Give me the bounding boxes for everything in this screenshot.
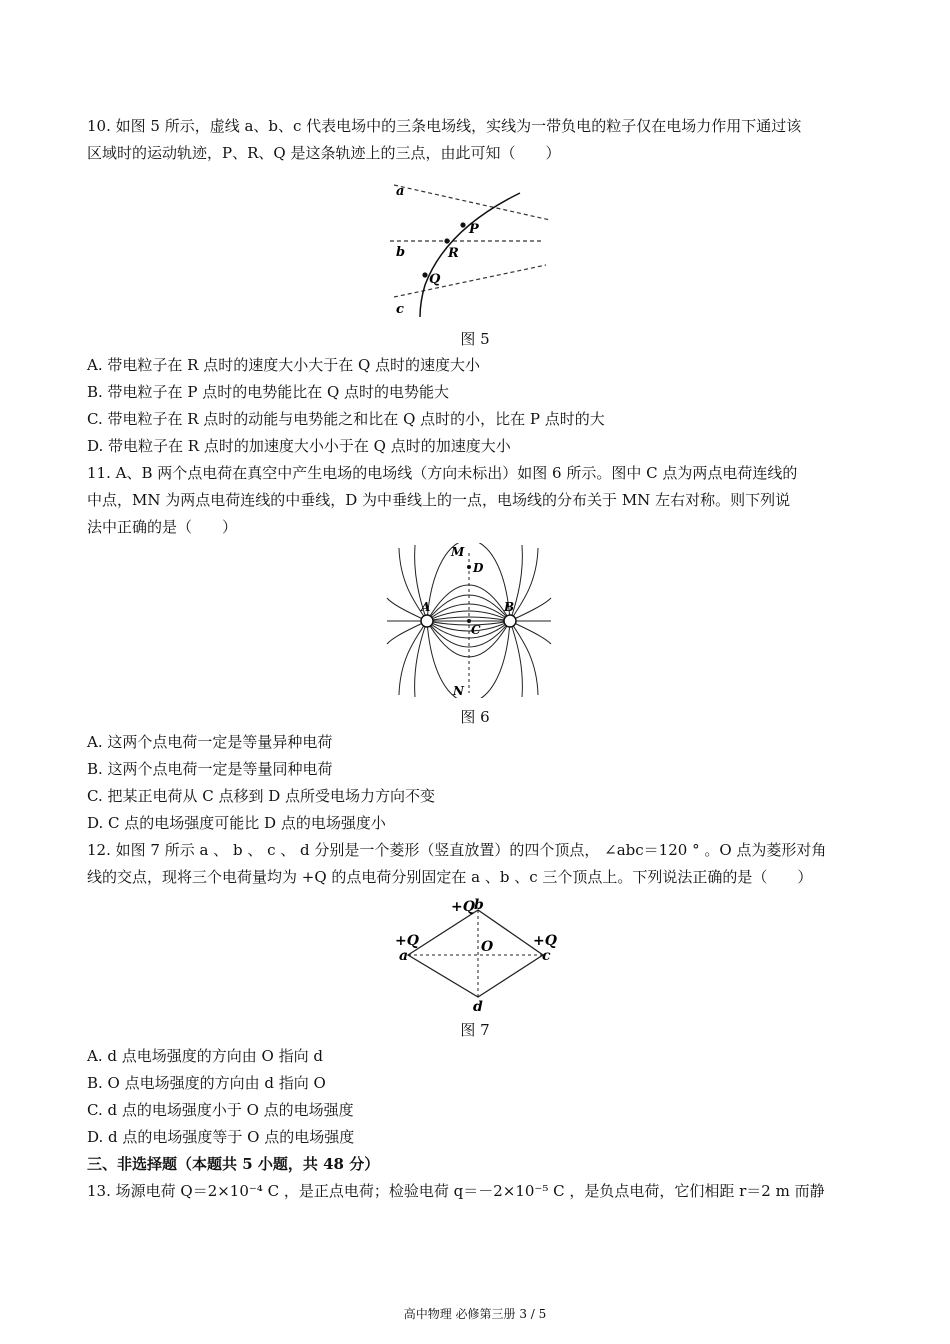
label-A: A <box>421 600 431 614</box>
figure-6 <box>385 543 555 698</box>
q11-stem-line1: 11. A、B 两个点电荷在真空中产生电场的电场线（方向未标出）如图 6 所示。图中 C 点为两点电荷连线的 <box>87 464 798 482</box>
label-O: O <box>481 939 494 955</box>
label-d: d <box>473 999 483 1015</box>
q10-option-d: D. 带电粒子在 R 点时的加速度大小小于在 Q 点时的加速度大小 <box>87 437 511 455</box>
page-footer: 高中物理 必修第三册 3 / 5 <box>403 1307 547 1321</box>
label-P: P <box>469 222 479 237</box>
point-R <box>444 238 449 243</box>
figure-5-caption: 图 5 <box>460 330 490 348</box>
q13-stem-line1: 13. 场源电荷 Q＝2×10⁻⁴ C ，是正点电荷；检验电荷 q＝－2×10⁻⁵ C ，是负点电荷，它们相距 r＝2 m 而静 <box>87 1182 825 1200</box>
rhombus <box>408 910 543 997</box>
figure-6-caption: 图 6 <box>460 708 490 726</box>
q12-stem-line1: 12. 如图 7 所示 a 、 b 、 c 、 d 分别是一个菱形（竖直放置）的四个顶点， ∠abc＝120 ° 。O 点为菱形对角 <box>87 841 827 859</box>
charge-A <box>421 615 433 627</box>
q10-stem-line1: 10. 如图 5 所示，虚线 a、b、c 代表电场中的三条电场线，实线为一带负电的粒子仅在电场力作用下通过该 <box>87 117 802 135</box>
label-charge-a: +Q <box>395 933 419 949</box>
charge-B <box>504 615 516 627</box>
q11-stem-line2: 中点，MN 为两点电荷连线的中垂线，D 为中垂线上的一点，电场线的分布关于 MN 左右对称。则下列说 <box>87 491 791 509</box>
label-a: a <box>396 184 405 199</box>
label-B: B <box>504 600 515 614</box>
field-line-a <box>394 185 550 220</box>
q11-option-d: D. C 点的电场强度可能比 D 点的电场强度小 <box>87 814 386 832</box>
q12-option-b: B. O 点电场强度的方向由 d 指向 O <box>87 1074 326 1092</box>
label-N: N <box>453 684 464 698</box>
label-c: c <box>396 302 404 317</box>
label-C: C <box>471 623 481 637</box>
point-D <box>467 565 471 569</box>
q10-option-b: B. 带电粒子在 P 点时的电势能比在 Q 点时的电势能大 <box>87 383 450 401</box>
label-charge-b: +Q <box>451 899 475 915</box>
trajectory <box>420 193 520 317</box>
label-D: D <box>473 561 484 575</box>
label-R: R <box>448 246 459 261</box>
label-b: b <box>474 897 484 913</box>
q10-option-a: A. 带电粒子在 R 点时的速度大小大于在 Q 点时的速度大小 <box>87 356 481 374</box>
figure-7-caption: 图 7 <box>460 1021 490 1039</box>
q11-option-a: A. 这两个点电荷一定是等量异种电荷 <box>87 733 333 751</box>
point-P <box>460 222 465 227</box>
label-Q: Q <box>429 272 441 287</box>
q10-stem-line2: 区域时的运动轨迹，P、R、Q 是这条轨迹上的三点，由此可知（ ） <box>87 144 561 162</box>
q12-option-a: A. d 点电场强度的方向由 O 指向 d <box>87 1047 323 1065</box>
label-c: c <box>542 948 551 964</box>
label-a: a <box>399 948 409 964</box>
figure-7 <box>385 893 565 1018</box>
figure-5 <box>380 175 570 325</box>
q12-stem-line2: 线的交点，现将三个电荷量均为 +Q 的点电荷分别固定在 a 、b 、c 三个顶点上。下列说法正确的是（ ） <box>87 868 813 886</box>
q10-option-c: C. 带电粒子在 R 点时的动能与电势能之和比在 Q 点时的小，比在 P 点时的大 <box>87 410 605 428</box>
field-line-c <box>394 265 546 297</box>
label-charge-c: +Q <box>533 933 557 949</box>
q11-option-c: C. 把某正电荷从 C 点移到 D 点所受电场力方向不变 <box>87 787 436 805</box>
q12-option-c: C. d 点的电场强度小于 O 点的电场强度 <box>87 1101 354 1119</box>
q11-stem-line3: 法中正确的是（ ） <box>87 518 238 536</box>
label-b: b <box>396 245 406 260</box>
q11-option-b: B. 这两个点电荷一定是等量同种电荷 <box>87 760 333 778</box>
label-M: M <box>451 545 465 559</box>
point-Q <box>422 272 427 277</box>
q12-option-d: D. d 点的电场强度等于 O 点的电场强度 <box>87 1128 355 1146</box>
section-3-title: 三、非选择题（本题共 5 小题，共 48 分） <box>87 1155 380 1173</box>
